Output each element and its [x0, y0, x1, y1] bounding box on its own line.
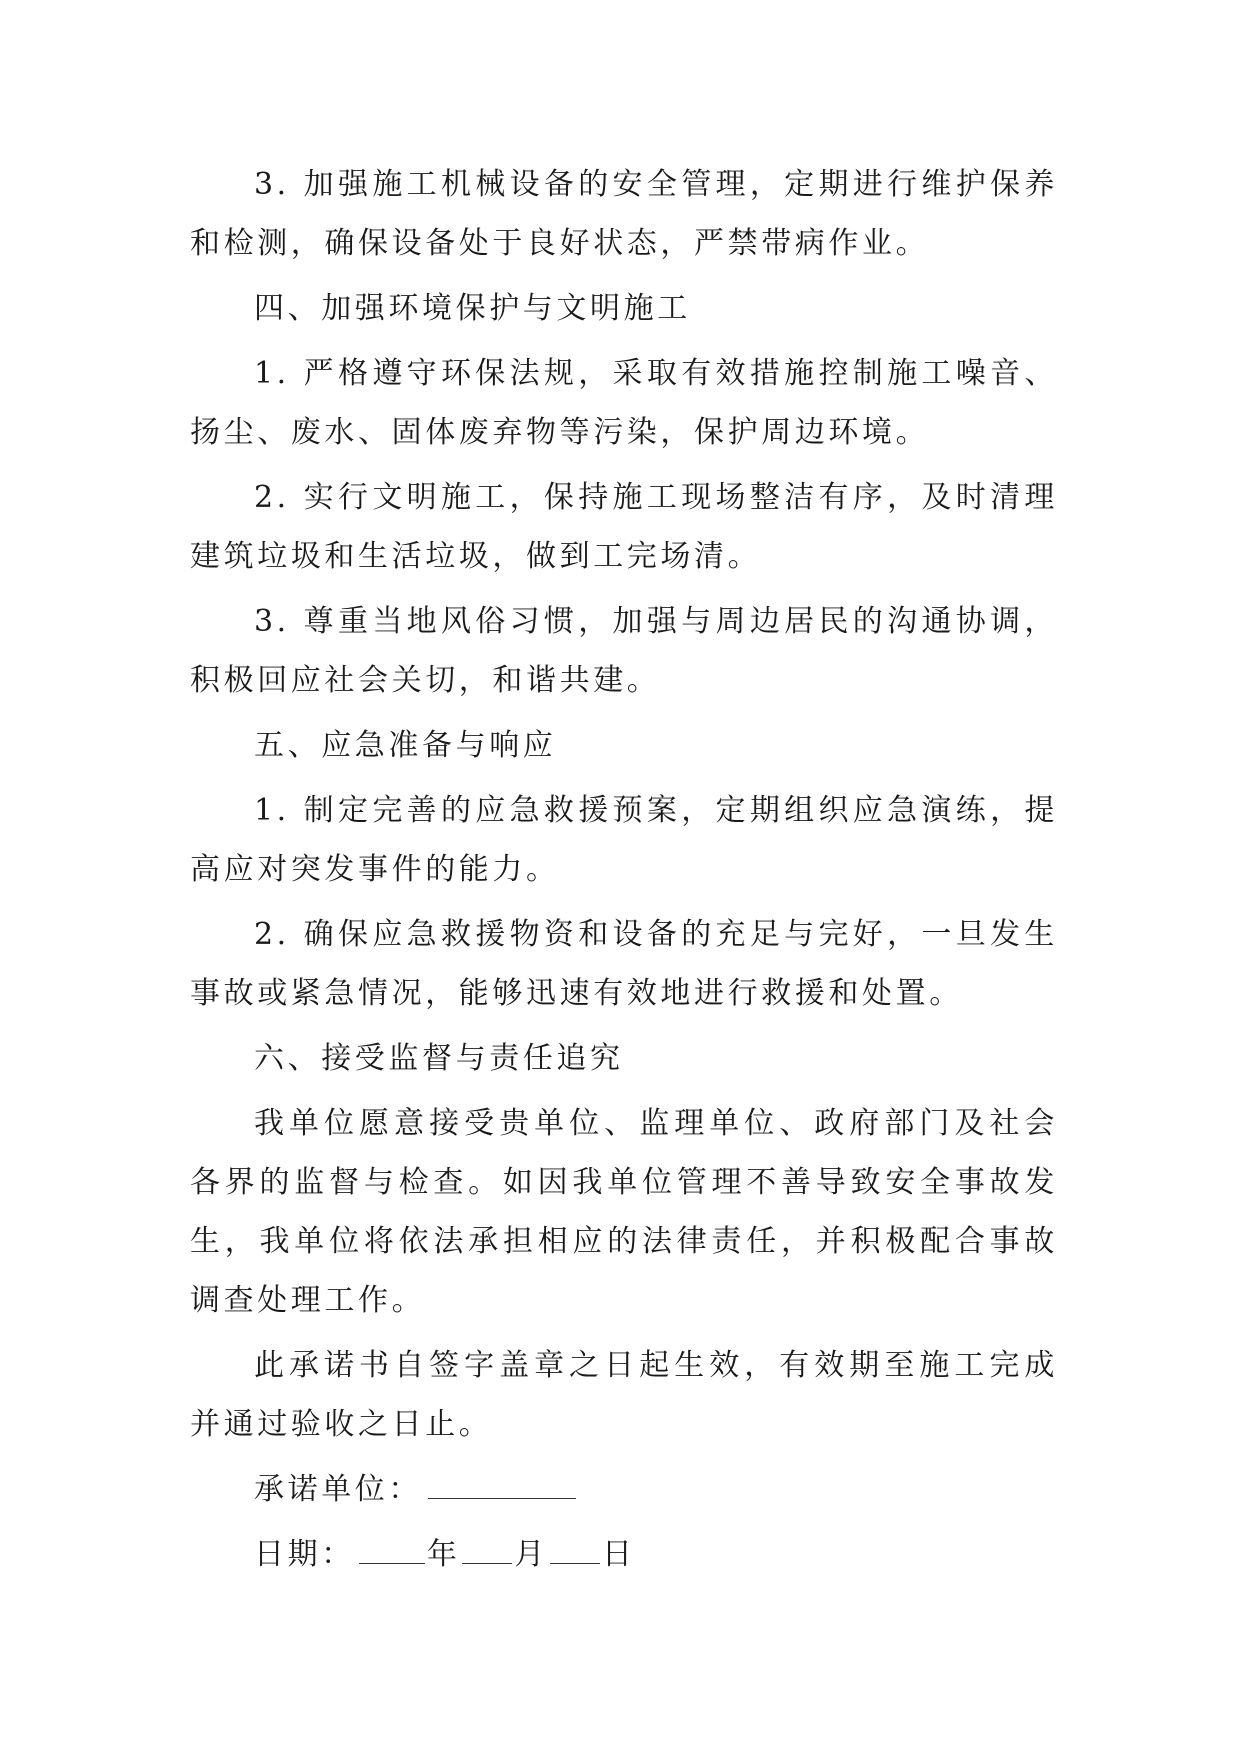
year-label: 年 — [426, 1537, 461, 1572]
unit-blank-field[interactable] — [428, 1468, 576, 1499]
day-blank-field[interactable] — [550, 1533, 600, 1564]
section-heading-4-environment: 四、加强环境保护与文明施工 — [254, 291, 691, 326]
paragraph-item1-plan: 1. 制定完善的应急救援预案，定期组织应急演练，提高应对突发事件的能力。 — [190, 793, 1058, 887]
date-label: 日期： — [254, 1537, 355, 1572]
section-heading-6-supervision: 六、接受监督与责任追究 — [254, 1041, 624, 1076]
paragraph-item1-regulations: 1. 严格遵守环保法规，采取有效措施控制施工噪音、扬尘、废水、固体废弃物等污染，保护周边环境。 — [190, 356, 1058, 450]
paragraph-item2-civilized: 2. 实行文明施工，保持施工现场整洁有序，及时清理建筑垃圾和生活垃圾，做到工完场清。 — [190, 480, 1058, 574]
paragraph-item3-equipment: 3. 加强施工机械设备的安全管理，定期进行维护保养和检测，确保设备处于良好状态，严禁带病作业。 — [190, 167, 1058, 261]
unit-label: 承诺单位： — [254, 1472, 422, 1507]
paragraph-effective-period: 此承诺书自签字盖章之日起生效，有效期至施工完成并通过验收之日止。 — [190, 1348, 1058, 1442]
month-label: 月 — [514, 1537, 549, 1572]
year-blank-field[interactable] — [359, 1533, 425, 1564]
paragraph-item2-supplies: 2. 确保应急救援物资和设备的充足与完好，一旦发生事故或紧急情况，能够迅速有效地进行救援和处置。 — [190, 917, 1058, 1011]
month-blank-field[interactable] — [462, 1533, 512, 1564]
paragraph-supervision-body: 我单位愿意接受贵单位、监理单位、政府部门及社会各界的监督与检查。如因我单位管理不善导致安全事故发生，我单位将依法承担相应的法律责任，并积极配合事故调查处理工作。 — [190, 1106, 1058, 1318]
section-heading-5-emergency: 五、应急准备与响应 — [254, 728, 557, 763]
document-page — [190, 155, 1058, 1590]
paragraph-item3-customs: 3. 尊重当地风俗习惯，加强与周边居民的沟通协调，积极回应社会关切，和谐共建。 — [190, 604, 1058, 698]
signature-unit-line — [190, 1460, 1058, 1519]
signature-date-line — [190, 1525, 1058, 1584]
day-label: 日 — [602, 1537, 636, 1572]
